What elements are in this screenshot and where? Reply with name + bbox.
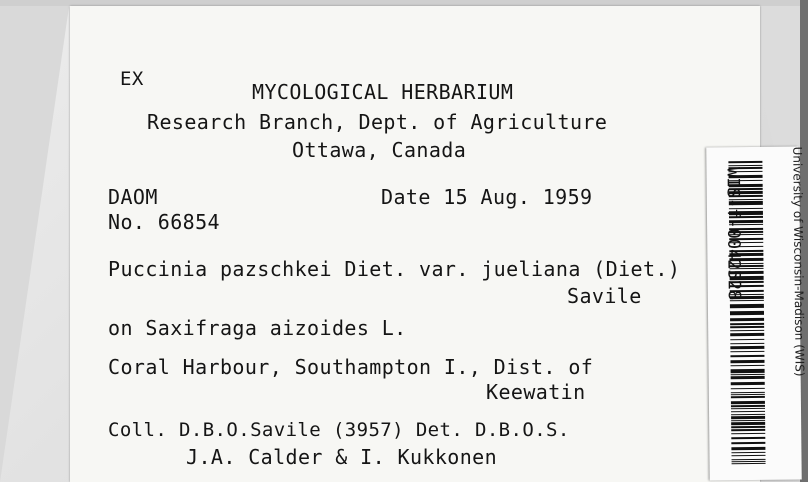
taxon-name: Puccinia pazschkei Diet. var. jueliana (Diet.) — [108, 257, 681, 281]
host-plant: on Saxifraga aizoides L. — [108, 316, 407, 340]
label-title: MYCOLOGICAL HERBARIUM — [252, 80, 514, 104]
collection-date: Date 15 Aug. 1959 — [381, 185, 593, 209]
envelope-flap-left — [0, 0, 70, 482]
accession-number: No. 66854 — [108, 210, 220, 234]
label-institution: Research Branch, Dept. of Agriculture — [147, 110, 608, 134]
locality-district: Keewatin — [486, 380, 586, 404]
ex-marker: EX — [120, 68, 144, 90]
co-collectors: J.A. Calder & I. Kukkonen — [186, 445, 498, 469]
catalog-id: WIS-f-0042528 — [722, 167, 744, 301]
herbarium-label — [70, 6, 760, 482]
label-location: Ottawa, Canada — [292, 138, 467, 162]
locality: Coral Harbour, Southampton I., Dist. of — [108, 355, 594, 379]
taxon-author: Savile — [567, 284, 642, 308]
collectors: Coll. D.B.O.Savile (3957) Det. D.B.O.S. — [108, 419, 570, 441]
barcode-sticker — [706, 146, 807, 481]
collection-code: DAOM — [108, 185, 158, 209]
barcode-institution: University of Wisconsin-Madison (WIS) — [790, 146, 807, 377]
